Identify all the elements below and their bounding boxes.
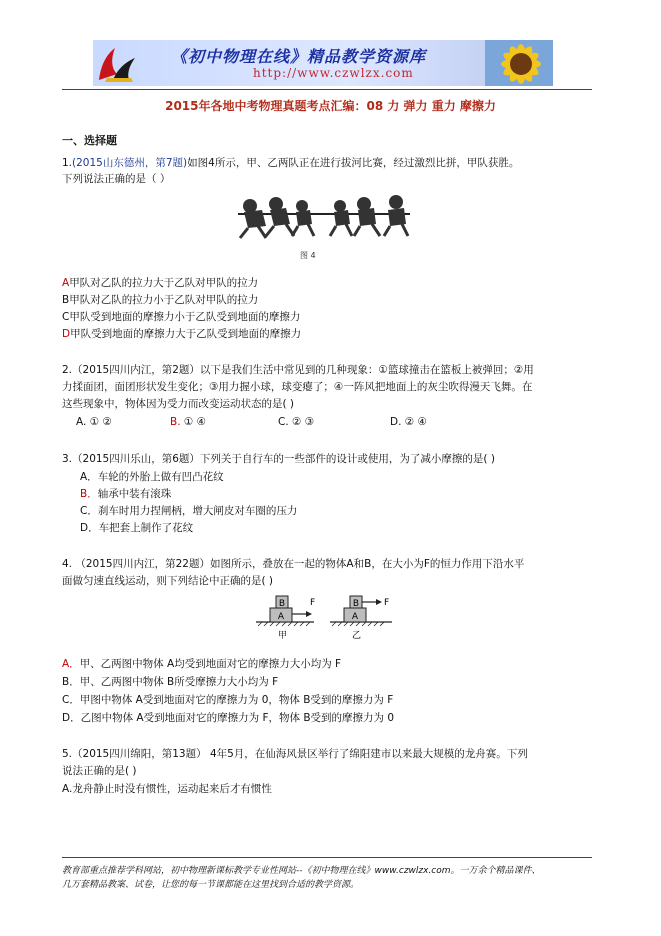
tug-of-war-figure: [236, 192, 412, 244]
q4-stem-line1: 4. （2015四川内江，第22题）如图所示，叠放在一起的物体A和B，在大小为F的恒力作用下沿水平: [62, 558, 525, 570]
q3-stem-line1: 3.（2015四川乐山，第6题）下列关于自行车的一些部件的设计或使用，为了减小摩擦的是( ): [62, 453, 495, 465]
banner-url[interactable]: http://www.czwlzx.com: [253, 66, 414, 80]
site-logo: [95, 44, 139, 84]
q5-stem-line2: 说法正确的是( ): [62, 765, 137, 777]
fig-left-block-b: B: [278, 599, 286, 609]
sunflower-image: [485, 40, 553, 86]
q2-stem-line2: 力揉面团，面团形状发生变化；③用力握小球，球变瘪了；④一阵风把地面上的灰尘吹得漫天飞舞。在: [62, 381, 533, 393]
q5-stem-line1: 5.（2015四川绵阳，第13题） 4年5月，在仙海风景区举行了绵阳建市以来最大规模的龙舟赛。下列: [62, 748, 528, 760]
q1-stem-line1: [62, 156, 519, 171]
q5-option-a[interactable]: A.龙舟静止时没有惯性，运动起来后才有惯性: [62, 783, 272, 795]
fig-left-force-label: F: [310, 598, 316, 608]
fig-right-block-a: A: [351, 612, 359, 622]
figure-4-caption: 图 4: [300, 251, 316, 260]
q3-option-a[interactable]: A．车轮的外胎上做有凹凸花纹: [80, 471, 224, 483]
q4-option-d[interactable]: D．乙图中物体 A受到地面对它的摩擦力为 F，物体 B受到的摩擦力为 0: [62, 712, 395, 724]
q4-stem-line2: 面做匀速直线运动，则下列结论中正确的是( ): [62, 575, 274, 587]
q1-number: 1.: [62, 157, 73, 169]
fig-label-yi: 乙: [352, 631, 362, 641]
page-title: 2015年各地中考物理真题考点汇编：08 力 弹力 重力 摩擦力: [165, 99, 496, 113]
q2-option-b[interactable]: B. ① ④: [170, 416, 207, 428]
q1-option-d[interactable]: D甲队受到地面的摩擦力大于乙队受到地面的摩擦力: [62, 328, 302, 340]
q4-option-b[interactable]: B．甲、乙两图中物体 B所受摩擦力大小均为 F: [62, 676, 279, 688]
q4-option-c[interactable]: C．甲图中物体 A受到地面对它的摩擦力为 0，物体 B受到的摩擦力为 F: [62, 694, 394, 706]
header-divider: [62, 89, 592, 90]
q1-stem-text: 如图4所示，甲、乙两队正在进行拔河比赛，经过激烈比拼，甲队获胜。: [187, 157, 520, 169]
q1-option-c[interactable]: C甲队受到地面的摩擦力小于乙队受到地面的摩擦力: [62, 311, 301, 323]
fig-label-jia: 甲: [278, 631, 288, 641]
q2-option-a[interactable]: A. ① ②: [76, 416, 112, 428]
stacked-blocks-figure: [250, 592, 398, 642]
q2-stem-line3: 这些现象中，物体因为受力而改变运动状态的是( ): [62, 398, 295, 410]
q4-option-a[interactable]: A．甲、乙两图中物体 A均受到地面对它的摩擦力大小均为 F: [62, 658, 342, 670]
q3-option-b[interactable]: B．轴承中装有滚珠: [80, 488, 172, 500]
q1-option-b[interactable]: B甲队对乙队的拉力小于乙队对甲队的拉力: [62, 294, 259, 306]
q3-option-d[interactable]: D．车把套上制作了花纹: [80, 522, 194, 534]
q3-option-c[interactable]: C．刹车时用力捏闸柄，增大闸皮对车圈的压力: [80, 505, 298, 517]
section-heading: 一、选择题: [62, 134, 117, 147]
fig-left-block-a: A: [277, 612, 285, 622]
q2-option-c[interactable]: C. ② ③: [278, 416, 315, 428]
q1-source: (2015山东德州，第7题): [72, 157, 188, 169]
footer-divider: [62, 857, 592, 858]
footer-line1: 教育部重点推荐学科网站，初中物理新课标教学专业性网站--《初中物理在线》www.czwlzx.com。一万余个精品课件、: [62, 866, 541, 876]
banner-title: 《初中物理在线》精品教学资源库: [171, 47, 427, 66]
footer-line2: 几万套精品教案、试卷，让您的每一节课都能在这里找到合适的教学资源。: [62, 880, 360, 890]
fig-right-block-b: B: [352, 599, 360, 609]
q1-option-a[interactable]: A甲队对乙队的拉力大于乙队对甲队的拉力: [62, 277, 259, 289]
q1-stem-line2: 下列说法正确的是（ ）: [62, 173, 171, 185]
header-banner: [93, 40, 553, 86]
fig-right-force-label: F: [384, 598, 390, 608]
q2-option-d[interactable]: D. ② ④: [390, 416, 427, 428]
q2-stem-line1: 2.（2015四川内江，第2题）以下是我们生活中常见到的几种现象：①篮球撞击在篮板上被弹回；②用: [62, 364, 534, 376]
